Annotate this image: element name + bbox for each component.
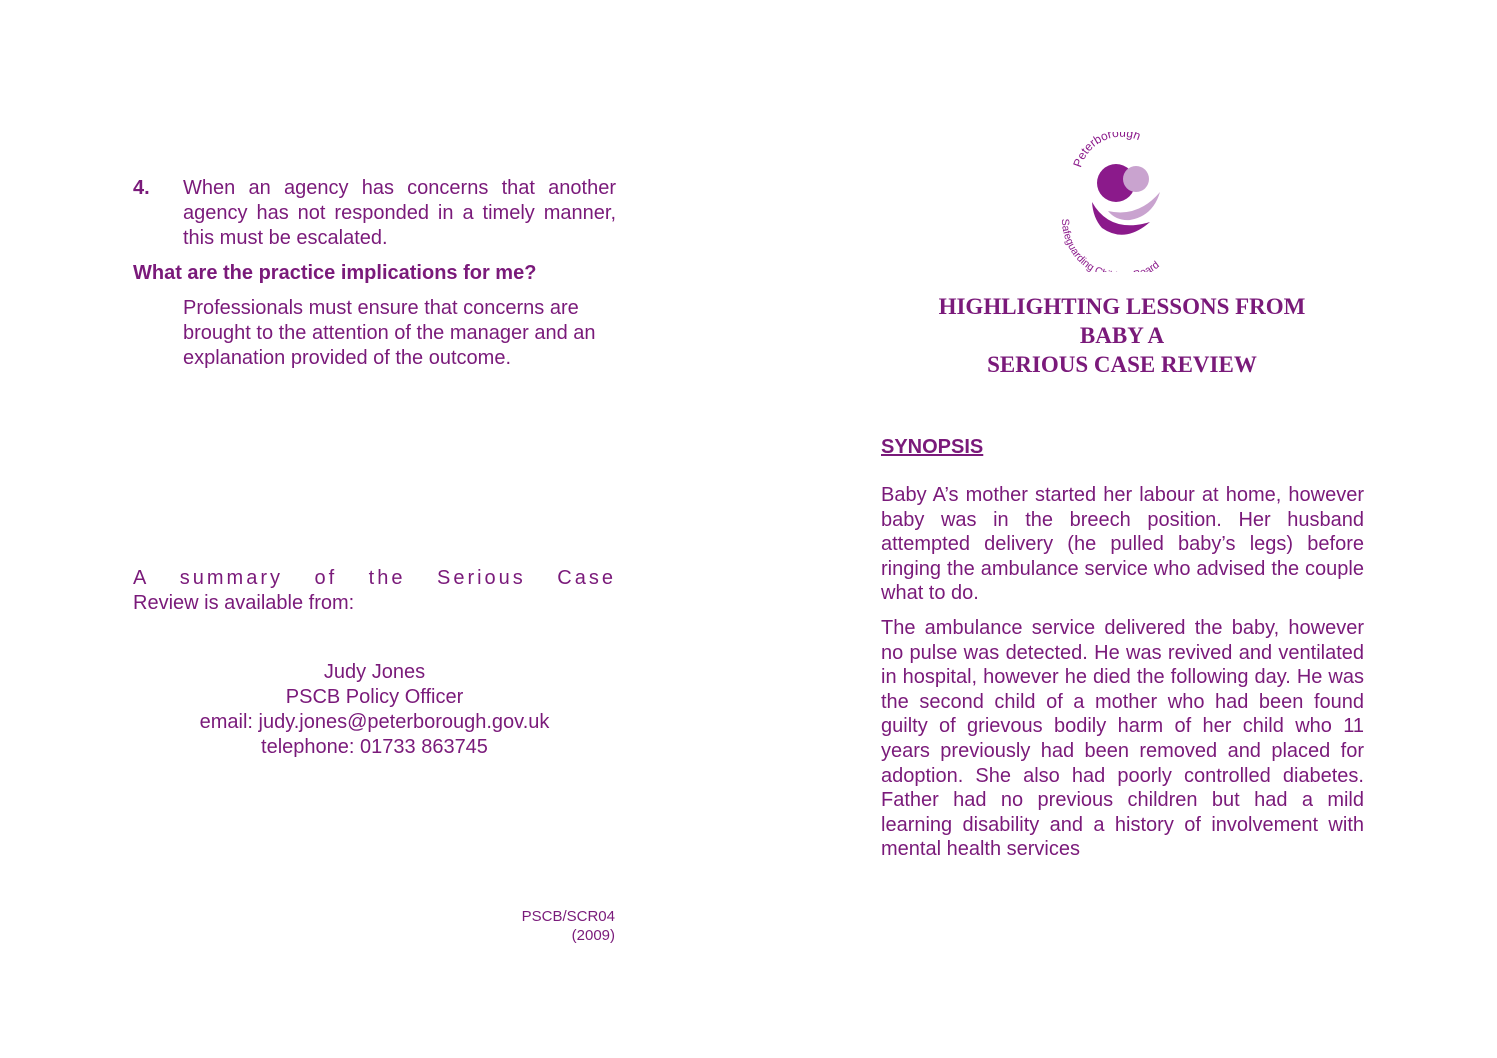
contact-email: email: judy.jones@peterborough.gov.uk — [199, 711, 550, 733]
synopsis-paragraph-1: Baby A’s mother started her labour at home, however baby was in the breech position. Her husband attempted delivery (he pulled baby’s legs) before ringing the ambulance service who advised the couple what to do. — [881, 484, 1364, 605]
logo-bottom-textpath: Safeguarding C ard — [1058, 218, 1162, 272]
pscb-logo-graphic — [1050, 132, 1190, 272]
logo-top-text — [1070, 132, 1142, 169]
practice-point-4 — [133, 176, 616, 251]
summary-line-1: A summary of the Serious Case — [133, 567, 616, 589]
contact-telephone: telephone: 01733 863745 — [261, 736, 488, 758]
contact-role: PSCB Policy Officer — [285, 686, 464, 708]
point-number: 4. — [133, 177, 150, 199]
summary-availability — [133, 566, 616, 616]
logo-figure-light — [1123, 166, 1149, 192]
implications-body: Professionals must ensure that concerns are brought to the attention of the manager and an explanation provided of the outcome. — [183, 297, 596, 369]
synopsis-body — [881, 483, 1364, 872]
title-line-3: SERIOUS CASE REVIEW — [987, 352, 1257, 377]
synopsis-heading: SYNOPSIS — [881, 436, 984, 458]
document-title — [872, 292, 1372, 379]
title-line-1: HIGHLIGHTING LESSONS FROM — [938, 294, 1306, 319]
pscb-logo — [1050, 132, 1190, 272]
reference-code: PSCB/SCR04 — [521, 908, 615, 925]
reference-year: (2009) — [571, 927, 615, 944]
document-reference — [440, 907, 615, 945]
point-text: When an agency has concerns that another agency has not responded in a timely manner, this must be escalated. — [183, 177, 616, 249]
synopsis-paragraph-2: The ambulance service delivered the baby, however no pulse was detected. He was revived and ventilated in hospital, however he died the following day. He was the second child of a mother who had been found guilty of grievous bodily harm of her child who 11 years previously had been removed and placed for adoption. She also had poorly controlled diabetes. Father had no previous children but had a mild learning disability and a history of involvement with mental health services — [881, 616, 1364, 861]
implications-heading: What are the practice implications for me? — [133, 262, 537, 284]
logo-top-textpath: Peterborough — [1070, 132, 1143, 170]
title-line-2: BABY A — [1079, 323, 1165, 348]
contact-name: Judy Jones — [323, 661, 426, 683]
summary-line-2: Review is available from: — [133, 592, 355, 614]
contact-block — [133, 660, 616, 760]
